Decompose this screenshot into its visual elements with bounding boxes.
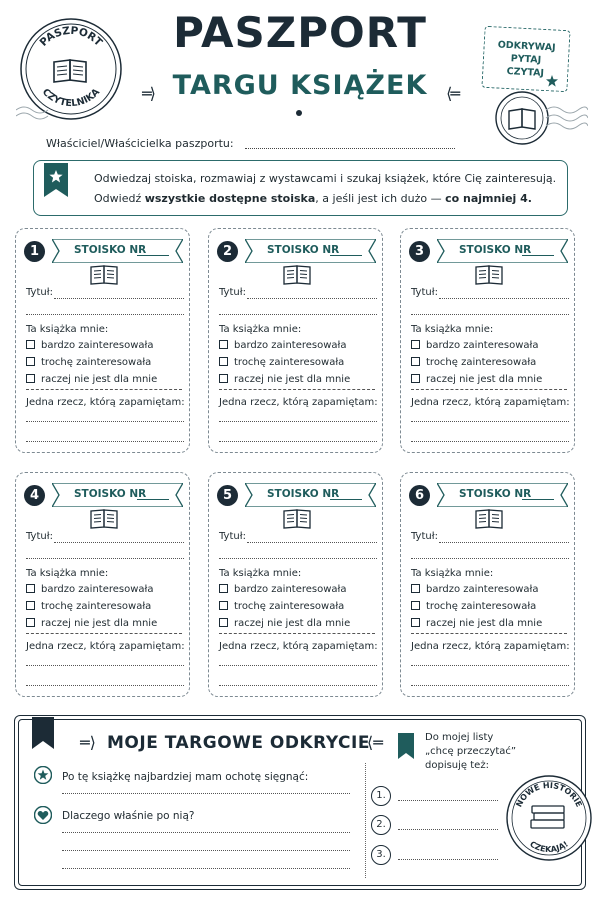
stand-number-field[interactable] [522,499,554,500]
title-field-line-2[interactable] [26,558,184,559]
section-deco-right: ⟨═ [367,733,383,752]
remember-field-line-2[interactable] [219,441,377,442]
stand-card [208,228,383,453]
interest-question: Ta książka mnie: [219,324,302,335]
stand-number: 1 [24,241,45,262]
remember-label: Jedna rzecz, którą zapamiętam: [26,641,185,652]
stamp-right-line-1: ODKRYWAJ [497,39,556,54]
checkbox[interactable] [411,584,420,593]
stand-number: 2 [217,241,238,262]
instructions-text-c: , a jeśli jest ich dużo — [315,192,446,205]
open-book-icon [283,509,311,529]
remember-field-line-2[interactable] [26,685,184,686]
stamp-left-top-text: PASZPORT [37,24,105,49]
interest-option[interactable] [411,584,539,595]
remember-label: Jedna rzecz, którą zapamiętam: [219,397,378,408]
instructions-line-1: Odwiedzaj stoiska, rozmawiaj z wystawcami i szukaj książek, które Cię zainteresują. [94,172,557,185]
interest-question: Ta książka mnie: [26,324,109,335]
stamp-right-line-3: CZYTAJ [506,65,545,79]
stand-label: STOISKO NR [459,244,532,256]
reading-list-number-1: 1. [371,786,391,806]
stamp-bottom-bottom-text: CZEKAJĄ! [528,839,570,855]
interest-option[interactable] [411,618,542,629]
owner-field[interactable] [245,148,455,149]
discovery-question-1: Po tę książkę najbardziej mam ochotę sięgnąć: [62,771,309,783]
title-field-line-2[interactable] [411,558,569,559]
interest-option[interactable] [219,601,344,612]
interest-option[interactable] [219,584,347,595]
stand-number-field[interactable] [522,255,554,256]
interest-option[interactable] [26,584,154,595]
title-field[interactable] [439,542,569,543]
interest-option-label: bardzo zainteresowała [426,340,539,351]
stand-card [400,228,575,453]
interest-option-label: bardzo zainteresowała [41,340,154,351]
card-divider [411,633,567,634]
title-field-line-2[interactable] [411,314,569,315]
reading-list-entry-1[interactable] [398,800,498,801]
remember-field-line-1[interactable] [26,665,184,666]
interest-option-label: bardzo zainteresowała [234,584,347,595]
title-field[interactable] [247,542,377,543]
stand-card [400,472,575,697]
checkbox[interactable] [219,357,228,366]
interest-option-label: raczej nie jest dla mnie [234,618,351,629]
checkbox[interactable] [411,601,420,610]
card-divider [411,389,567,390]
open-book-icon [475,265,503,285]
star-bookmark-icon [44,163,68,197]
checkbox[interactable] [219,601,228,610]
instructions-line-2 [94,192,532,205]
checkbox[interactable] [26,618,35,627]
stand-number: 5 [217,485,238,506]
section-deco-left: ═⟩ [80,733,96,752]
owner-label: Właściciel/Właścicielka paszportu: [46,137,234,150]
discovery-answer-2-line-1[interactable] [62,832,350,833]
interest-question: Ta książka mnie: [411,568,494,579]
stamp-left-bottom-text: CZYTELNIKA [39,86,103,110]
checkbox[interactable] [219,618,228,627]
title-label: Tytuł: [411,531,438,542]
title-label: Tytuł: [219,287,246,298]
new-stories-stamp [505,774,593,862]
interest-question: Ta książka mnie: [26,568,109,579]
interest-option[interactable] [26,357,151,368]
interest-option-label: trochę zainteresowała [41,357,152,368]
interest-option-label: trochę zainteresowała [426,357,537,368]
title-field[interactable] [54,542,184,543]
stand-number: 3 [409,241,430,262]
remember-label: Jedna rzecz, którą zapamiętam: [219,641,378,652]
stamp-bottom-top-text: NOWE HISTORIE [514,780,584,809]
stand-number-field[interactable] [137,255,169,256]
book-postmark-icon [488,88,588,148]
remember-label: Jedna rzecz, którą zapamiętam: [411,641,570,652]
stand-card [15,472,190,697]
interest-option[interactable] [411,601,536,612]
heart-circle-icon [34,806,52,824]
remember-field-line-1[interactable] [219,421,377,422]
interest-option[interactable] [219,618,350,629]
remember-label: Jedna rzecz, którą zapamiętam: [26,397,185,408]
discovery-answer-2-line-2[interactable] [62,850,350,851]
interest-option[interactable] [219,357,344,368]
reading-list-intro [425,731,516,773]
interest-option-label: trochę zainteresowała [234,601,345,612]
interest-option-label: trochę zainteresowała [234,357,345,368]
interest-option[interactable] [411,374,542,385]
stamp-right-line-2: PYTAJ [510,52,542,66]
remember-field-line-1[interactable] [219,665,377,666]
checkbox[interactable] [411,618,420,627]
interest-option-label: raczej nie jest dla mnie [41,618,158,629]
remember-field-line-2[interactable] [219,685,377,686]
title-label: Tytuł: [26,531,53,542]
stand-label: STOISKO NR [267,244,340,256]
discovery-title: MOJE TARGOWE ODKRYCIE [107,733,370,753]
page-subtitle: TARGU KSIĄŻEK [172,70,428,101]
stand-number-field[interactable] [330,255,362,256]
stand-number-field[interactable] [330,499,362,500]
instructions-box [33,160,568,216]
open-book-icon [90,509,118,529]
star-circle-icon [34,766,52,784]
interest-option[interactable] [219,374,350,385]
stand-label: STOISKO NR [459,488,532,500]
title-field-line-2[interactable] [219,558,377,559]
checkbox[interactable] [26,374,35,383]
remember-field-line-2[interactable] [411,685,569,686]
title-field[interactable] [439,298,569,299]
interest-option-label: raczej nie jest dla mnie [426,374,543,385]
instructions-bold-b: wszystkie dostępne stoiska [144,192,316,205]
interest-option-label: bardzo zainteresowała [41,584,154,595]
discovery-answer-1[interactable] [62,793,350,794]
interest-option-label: trochę zainteresowała [41,601,152,612]
open-book-icon [283,265,311,285]
interest-option[interactable] [219,340,347,351]
reading-list-intro-line-2: „chcę przeczytać” [425,746,517,757]
interest-option-label: bardzo zainteresowała [426,584,539,595]
title-deco-left: ═⟩ [142,84,154,103]
remember-field-line-1[interactable] [411,421,569,422]
interest-option-label: raczej nie jest dla mnie [426,618,543,629]
reading-list-entry-3[interactable] [398,859,498,860]
checkbox[interactable] [411,357,420,366]
checkbox[interactable] [26,357,35,366]
bookmark-icon [32,717,54,749]
stand-card [208,472,383,697]
reading-list-number-3: 3. [371,845,391,865]
remember-field-line-1[interactable] [26,421,184,422]
card-divider [219,633,375,634]
open-book-icon [90,265,118,285]
stand-label: STOISKO NR [74,488,147,500]
interest-option-label: raczej nie jest dla mnie [41,374,158,385]
interest-option[interactable] [26,618,157,629]
interest-option[interactable] [411,357,536,368]
interest-question: Ta książka mnie: [219,568,302,579]
title-field-line-2[interactable] [219,314,377,315]
discovery-question-2: Dlaczego właśnie po nią? [62,810,195,822]
stand-label: STOISKO NR [74,244,147,256]
title-label: Tytuł: [219,531,246,542]
interest-option[interactable] [26,601,151,612]
title-deco-right: ⟨═ [446,84,458,103]
reading-list-intro-line-1: Do mojej listy [425,732,494,743]
checkbox[interactable] [411,340,420,349]
interest-question: Ta książka mnie: [411,324,494,335]
remember-field-line-2[interactable] [411,441,569,442]
interest-option[interactable] [26,340,154,351]
discovery-answer-2-line-3[interactable] [62,868,350,869]
stand-card [15,228,190,453]
stand-label: STOISKO NR [267,488,340,500]
remember-field-line-2[interactable] [26,441,184,442]
title-field-line-2[interactable] [26,314,184,315]
checkbox[interactable] [411,374,420,383]
title-field[interactable] [54,298,184,299]
interest-option-label: raczej nie jest dla mnie [234,374,351,385]
interest-option-label: trochę zainteresowała [426,601,537,612]
instructions-bold-d: co najmniej 4. [445,192,532,205]
star-icon [546,75,558,87]
title-field[interactable] [247,298,377,299]
bookmark-small-icon [398,733,414,759]
checkbox[interactable] [219,584,228,593]
title-dot [296,110,302,116]
card-divider [26,633,182,634]
open-book-icon [475,509,503,529]
checkbox[interactable] [26,340,35,349]
remember-field-line-1[interactable] [411,665,569,666]
column-divider [365,763,366,878]
instructions-text-a: Odwiedź [94,192,145,205]
checkbox[interactable] [26,584,35,593]
checkbox[interactable] [26,601,35,610]
card-divider [26,389,182,390]
card-divider [219,389,375,390]
page-title: PASZPORT [173,8,427,57]
reading-list-entry-2[interactable] [398,829,498,830]
reading-list-number-2: 2. [371,815,391,835]
title-label: Tytuł: [26,287,53,298]
title-label: Tytuł: [411,287,438,298]
stand-number-field[interactable] [137,499,169,500]
interest-option[interactable] [411,340,539,351]
stand-number: 6 [409,485,430,506]
interest-option-label: bardzo zainteresowała [234,340,347,351]
interest-option[interactable] [26,374,157,385]
checkbox[interactable] [219,374,228,383]
stand-number: 4 [24,485,45,506]
remember-label: Jedna rzecz, którą zapamiętam: [411,397,570,408]
checkbox[interactable] [219,340,228,349]
reading-list-intro-line-3: dopisuję też: [425,760,489,771]
